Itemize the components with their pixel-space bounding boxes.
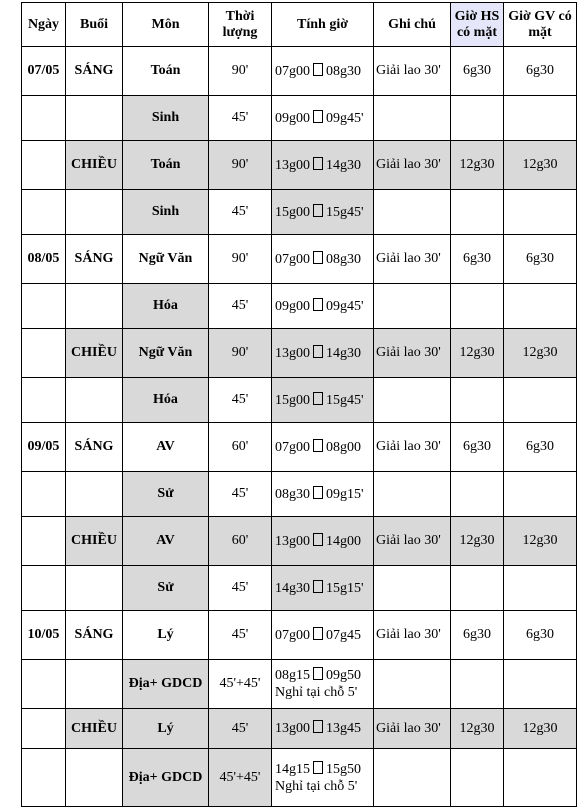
cell-thoi-luong: 90' — [209, 141, 272, 190]
cell-ngay — [22, 141, 66, 190]
missing-glyph-box-icon — [313, 580, 323, 593]
missing-glyph-box-icon — [313, 761, 323, 774]
table-row — [22, 329, 577, 378]
cell-gio-gv — [504, 378, 577, 423]
table-row — [22, 566, 577, 611]
cell-gio-hs — [451, 660, 504, 709]
cell-buoi: SÁNG — [66, 611, 123, 660]
table-row — [22, 141, 577, 190]
start-time: 09g00 — [275, 298, 310, 314]
cell-gio-hs: 6g30 — [451, 47, 504, 96]
start-time: 07g00 — [275, 627, 310, 643]
cell-ghi-chu: Giải lao 30' — [374, 611, 451, 660]
start-time: 15g00 — [275, 392, 310, 408]
cell-gio-gv — [504, 190, 577, 235]
cell-tinh-gio — [272, 47, 374, 96]
end-time: 13g45 — [326, 721, 361, 736]
end-time: 09g15' — [326, 486, 364, 502]
end-time: 14g30 — [326, 157, 361, 173]
cell-buoi: SÁNG — [66, 47, 123, 96]
cell-mon: Hóa — [123, 378, 209, 423]
end-time: 15g45' — [326, 392, 364, 408]
cell-thoi-luong: 60' — [209, 423, 272, 472]
header-gio-hs: Giờ HS có mặt — [451, 3, 504, 47]
cell-gio-gv: 6g30 — [504, 235, 577, 284]
cell-tinh-gio — [272, 709, 374, 749]
start-time: 07g00 — [275, 251, 310, 267]
cell-ngay — [22, 96, 66, 141]
start-time: 07g00 — [275, 63, 310, 79]
cell-ngay: 10/05 — [22, 611, 66, 660]
cell-ghi-chu — [374, 472, 451, 517]
header-mon: Môn — [123, 3, 209, 47]
cell-gio-hs — [451, 284, 504, 329]
table-row — [22, 660, 577, 709]
missing-glyph-box-icon — [313, 439, 323, 452]
cell-thoi-luong: 45' — [209, 709, 272, 749]
cell-gio-hs — [451, 378, 504, 423]
end-time: 14g00 — [326, 533, 361, 549]
cell-mon: Lý — [123, 611, 209, 660]
cell-ghi-chu — [374, 660, 451, 709]
end-time: 08g30 — [326, 63, 361, 79]
end-time: 14g30 — [326, 345, 361, 361]
cell-gio-hs: 12g30 — [451, 517, 504, 566]
missing-glyph-box-icon — [313, 392, 323, 405]
cell-ngay — [22, 378, 66, 423]
cell-thoi-luong: 90' — [209, 329, 272, 378]
cell-mon: Hóa — [123, 284, 209, 329]
start-time: 07g00 — [275, 439, 310, 455]
cell-mon: Ngữ Văn — [123, 235, 209, 284]
cell-thoi-luong: 45'+45' — [209, 749, 272, 807]
cell-tinh-gio — [272, 190, 374, 235]
header-ghi-chu: Ghi chú — [374, 3, 451, 47]
cell-gio-hs: 6g30 — [451, 423, 504, 472]
table-row — [22, 96, 577, 141]
cell-ghi-chu: Giải lao 30' — [374, 141, 451, 190]
cell-ngay: 07/05 — [22, 47, 66, 96]
cell-mon: Ngữ Văn — [123, 329, 209, 378]
missing-glyph-box-icon — [313, 667, 323, 680]
cell-tinh-gio — [272, 141, 374, 190]
table-row — [22, 472, 577, 517]
cell-thoi-luong: 45' — [209, 566, 272, 611]
cell-tinh-gio — [272, 749, 374, 807]
cell-gio-hs: 6g30 — [451, 235, 504, 284]
start-time: 08g15 — [275, 668, 310, 683]
table-row — [22, 517, 577, 566]
cell-ngay — [22, 329, 66, 378]
table-row — [22, 709, 577, 749]
header-gio-gv: Giờ GV có mặt — [504, 3, 577, 47]
cell-ghi-chu — [374, 749, 451, 807]
cell-buoi — [66, 472, 123, 517]
table-row — [22, 47, 577, 96]
header-row — [22, 3, 577, 47]
missing-glyph-box-icon — [313, 627, 323, 640]
cell-buoi — [66, 660, 123, 709]
cell-tinh-gio — [272, 284, 374, 329]
start-time: 13g00 — [275, 157, 310, 173]
end-time: 15g50 — [326, 761, 361, 777]
cell-thoi-luong: 45' — [209, 96, 272, 141]
end-time: 15g45' — [326, 204, 364, 220]
cell-ngay — [22, 660, 66, 709]
cell-gio-hs — [451, 96, 504, 141]
end-time: 08g00 — [326, 439, 361, 455]
cell-mon: Sinh — [123, 190, 209, 235]
cell-buoi — [66, 749, 123, 807]
break-note: Nghỉ tại chỗ 5' — [275, 685, 358, 700]
cell-gio-gv: 12g30 — [504, 709, 577, 749]
cell-gio-hs — [451, 566, 504, 611]
cell-mon: Toán — [123, 47, 209, 96]
cell-ghi-chu: Giải lao 30' — [374, 517, 451, 566]
start-time: 13g00 — [275, 533, 310, 549]
cell-tinh-gio — [272, 329, 374, 378]
cell-gio-gv — [504, 472, 577, 517]
start-time: 13g00 — [275, 345, 310, 361]
missing-glyph-box-icon — [313, 63, 323, 76]
missing-glyph-box-icon — [313, 486, 323, 499]
cell-gio-gv — [504, 96, 577, 141]
cell-tinh-gio — [272, 611, 374, 660]
table-row — [22, 284, 577, 329]
cell-tinh-gio — [272, 660, 374, 709]
missing-glyph-box-icon — [313, 298, 323, 311]
start-time: 09g00 — [275, 110, 310, 126]
cell-tinh-gio — [272, 423, 374, 472]
table-row — [22, 423, 577, 472]
cell-tinh-gio — [272, 235, 374, 284]
end-time: 09g45' — [326, 298, 364, 314]
cell-buoi: CHIỀU — [66, 517, 123, 566]
cell-buoi: CHIỀU — [66, 329, 123, 378]
cell-ghi-chu: Giải lao 30' — [374, 47, 451, 96]
cell-buoi — [66, 566, 123, 611]
cell-mon: AV — [123, 517, 209, 566]
cell-thoi-luong: 45' — [209, 378, 272, 423]
cell-buoi: SÁNG — [66, 235, 123, 284]
start-time: 13g00 — [275, 721, 310, 736]
cell-buoi: SÁNG — [66, 423, 123, 472]
break-note: Nghỉ tại chỗ 5' — [275, 778, 358, 794]
cell-ghi-chu — [374, 190, 451, 235]
cell-ngay — [22, 517, 66, 566]
table-row — [22, 378, 577, 423]
cell-gio-gv — [504, 566, 577, 611]
cell-ngay — [22, 284, 66, 329]
cell-gio-hs: 12g30 — [451, 329, 504, 378]
cell-gio-hs: 12g30 — [451, 141, 504, 190]
missing-glyph-box-icon — [313, 533, 323, 546]
cell-gio-gv: 6g30 — [504, 47, 577, 96]
start-time: 08g30 — [275, 486, 310, 502]
cell-thoi-luong: 45' — [209, 190, 272, 235]
cell-thoi-luong: 45' — [209, 284, 272, 329]
header-buoi: Buổi — [66, 3, 123, 47]
cell-gio-gv: 6g30 — [504, 611, 577, 660]
start-time: 14g30 — [275, 580, 310, 596]
cell-mon: Địa+ GDCD — [123, 749, 209, 807]
cell-mon: Sử — [123, 566, 209, 611]
cell-ghi-chu — [374, 96, 451, 141]
cell-thoi-luong: 45' — [209, 611, 272, 660]
cell-thoi-luong: 90' — [209, 235, 272, 284]
cell-tinh-gio — [272, 472, 374, 517]
cell-tinh-gio — [272, 378, 374, 423]
cell-gio-gv: 12g30 — [504, 517, 577, 566]
missing-glyph-box-icon — [313, 345, 323, 358]
cell-tinh-gio — [272, 517, 374, 566]
end-time: 15g15' — [326, 580, 364, 596]
cell-buoi — [66, 190, 123, 235]
end-time: 08g30 — [326, 251, 361, 267]
cell-gio-gv — [504, 749, 577, 807]
cell-ghi-chu: Giải lao 30' — [374, 329, 451, 378]
cell-buoi — [66, 96, 123, 141]
cell-tinh-gio — [272, 566, 374, 611]
cell-gio-gv: 12g30 — [504, 329, 577, 378]
start-time: 15g00 — [275, 204, 310, 220]
cell-ngay — [22, 190, 66, 235]
exam-schedule-table — [21, 2, 577, 807]
cell-mon: Sử — [123, 472, 209, 517]
end-time: 09g45' — [326, 110, 364, 126]
cell-ghi-chu — [374, 284, 451, 329]
cell-gio-hs: 12g30 — [451, 709, 504, 749]
cell-gio-gv: 6g30 — [504, 423, 577, 472]
cell-gio-hs — [451, 472, 504, 517]
table-row — [22, 611, 577, 660]
missing-glyph-box-icon — [313, 720, 323, 733]
missing-glyph-box-icon — [313, 204, 323, 217]
cell-ngay: 09/05 — [22, 423, 66, 472]
cell-mon: Toán — [123, 141, 209, 190]
table-row — [22, 190, 577, 235]
cell-ghi-chu: Giải lao 30' — [374, 423, 451, 472]
cell-thoi-luong: 90' — [209, 47, 272, 96]
cell-ngay — [22, 709, 66, 749]
cell-gio-hs — [451, 190, 504, 235]
header-tinh-gio: Tính giờ — [272, 3, 374, 47]
cell-thoi-luong: 45' — [209, 472, 272, 517]
cell-buoi — [66, 284, 123, 329]
cell-ghi-chu — [374, 378, 451, 423]
missing-glyph-box-icon — [313, 251, 323, 264]
cell-tinh-gio — [272, 96, 374, 141]
cell-gio-hs: 6g30 — [451, 611, 504, 660]
cell-gio-gv — [504, 284, 577, 329]
cell-buoi: CHIỀU — [66, 141, 123, 190]
cell-ngay: 08/05 — [22, 235, 66, 284]
cell-ngay — [22, 472, 66, 517]
cell-ghi-chu: Giải lao 30' — [374, 709, 451, 749]
table-row — [22, 235, 577, 284]
cell-thoi-luong: 60' — [209, 517, 272, 566]
header-thoi-luong: Thời lượng — [209, 3, 272, 47]
cell-ngay — [22, 749, 66, 807]
cell-thoi-luong: 45'+45' — [209, 660, 272, 709]
cell-ghi-chu: Giải lao 30' — [374, 235, 451, 284]
table-row — [22, 749, 577, 807]
missing-glyph-box-icon — [313, 110, 323, 123]
cell-ghi-chu — [374, 566, 451, 611]
cell-mon: Sinh — [123, 96, 209, 141]
cell-gio-gv — [504, 660, 577, 709]
cell-buoi: CHIỀU — [66, 709, 123, 749]
cell-gio-gv: 12g30 — [504, 141, 577, 190]
header-ngay: Ngày — [22, 3, 66, 47]
cell-buoi — [66, 378, 123, 423]
cell-mon: AV — [123, 423, 209, 472]
start-time: 14g15 — [275, 761, 310, 777]
cell-mon: Địa+ GDCD — [123, 660, 209, 709]
end-time: 09g50 — [326, 668, 361, 683]
cell-mon: Lý — [123, 709, 209, 749]
missing-glyph-box-icon — [313, 157, 323, 170]
cell-gio-hs — [451, 749, 504, 807]
end-time: 07g45 — [326, 627, 361, 643]
cell-ngay — [22, 566, 66, 611]
